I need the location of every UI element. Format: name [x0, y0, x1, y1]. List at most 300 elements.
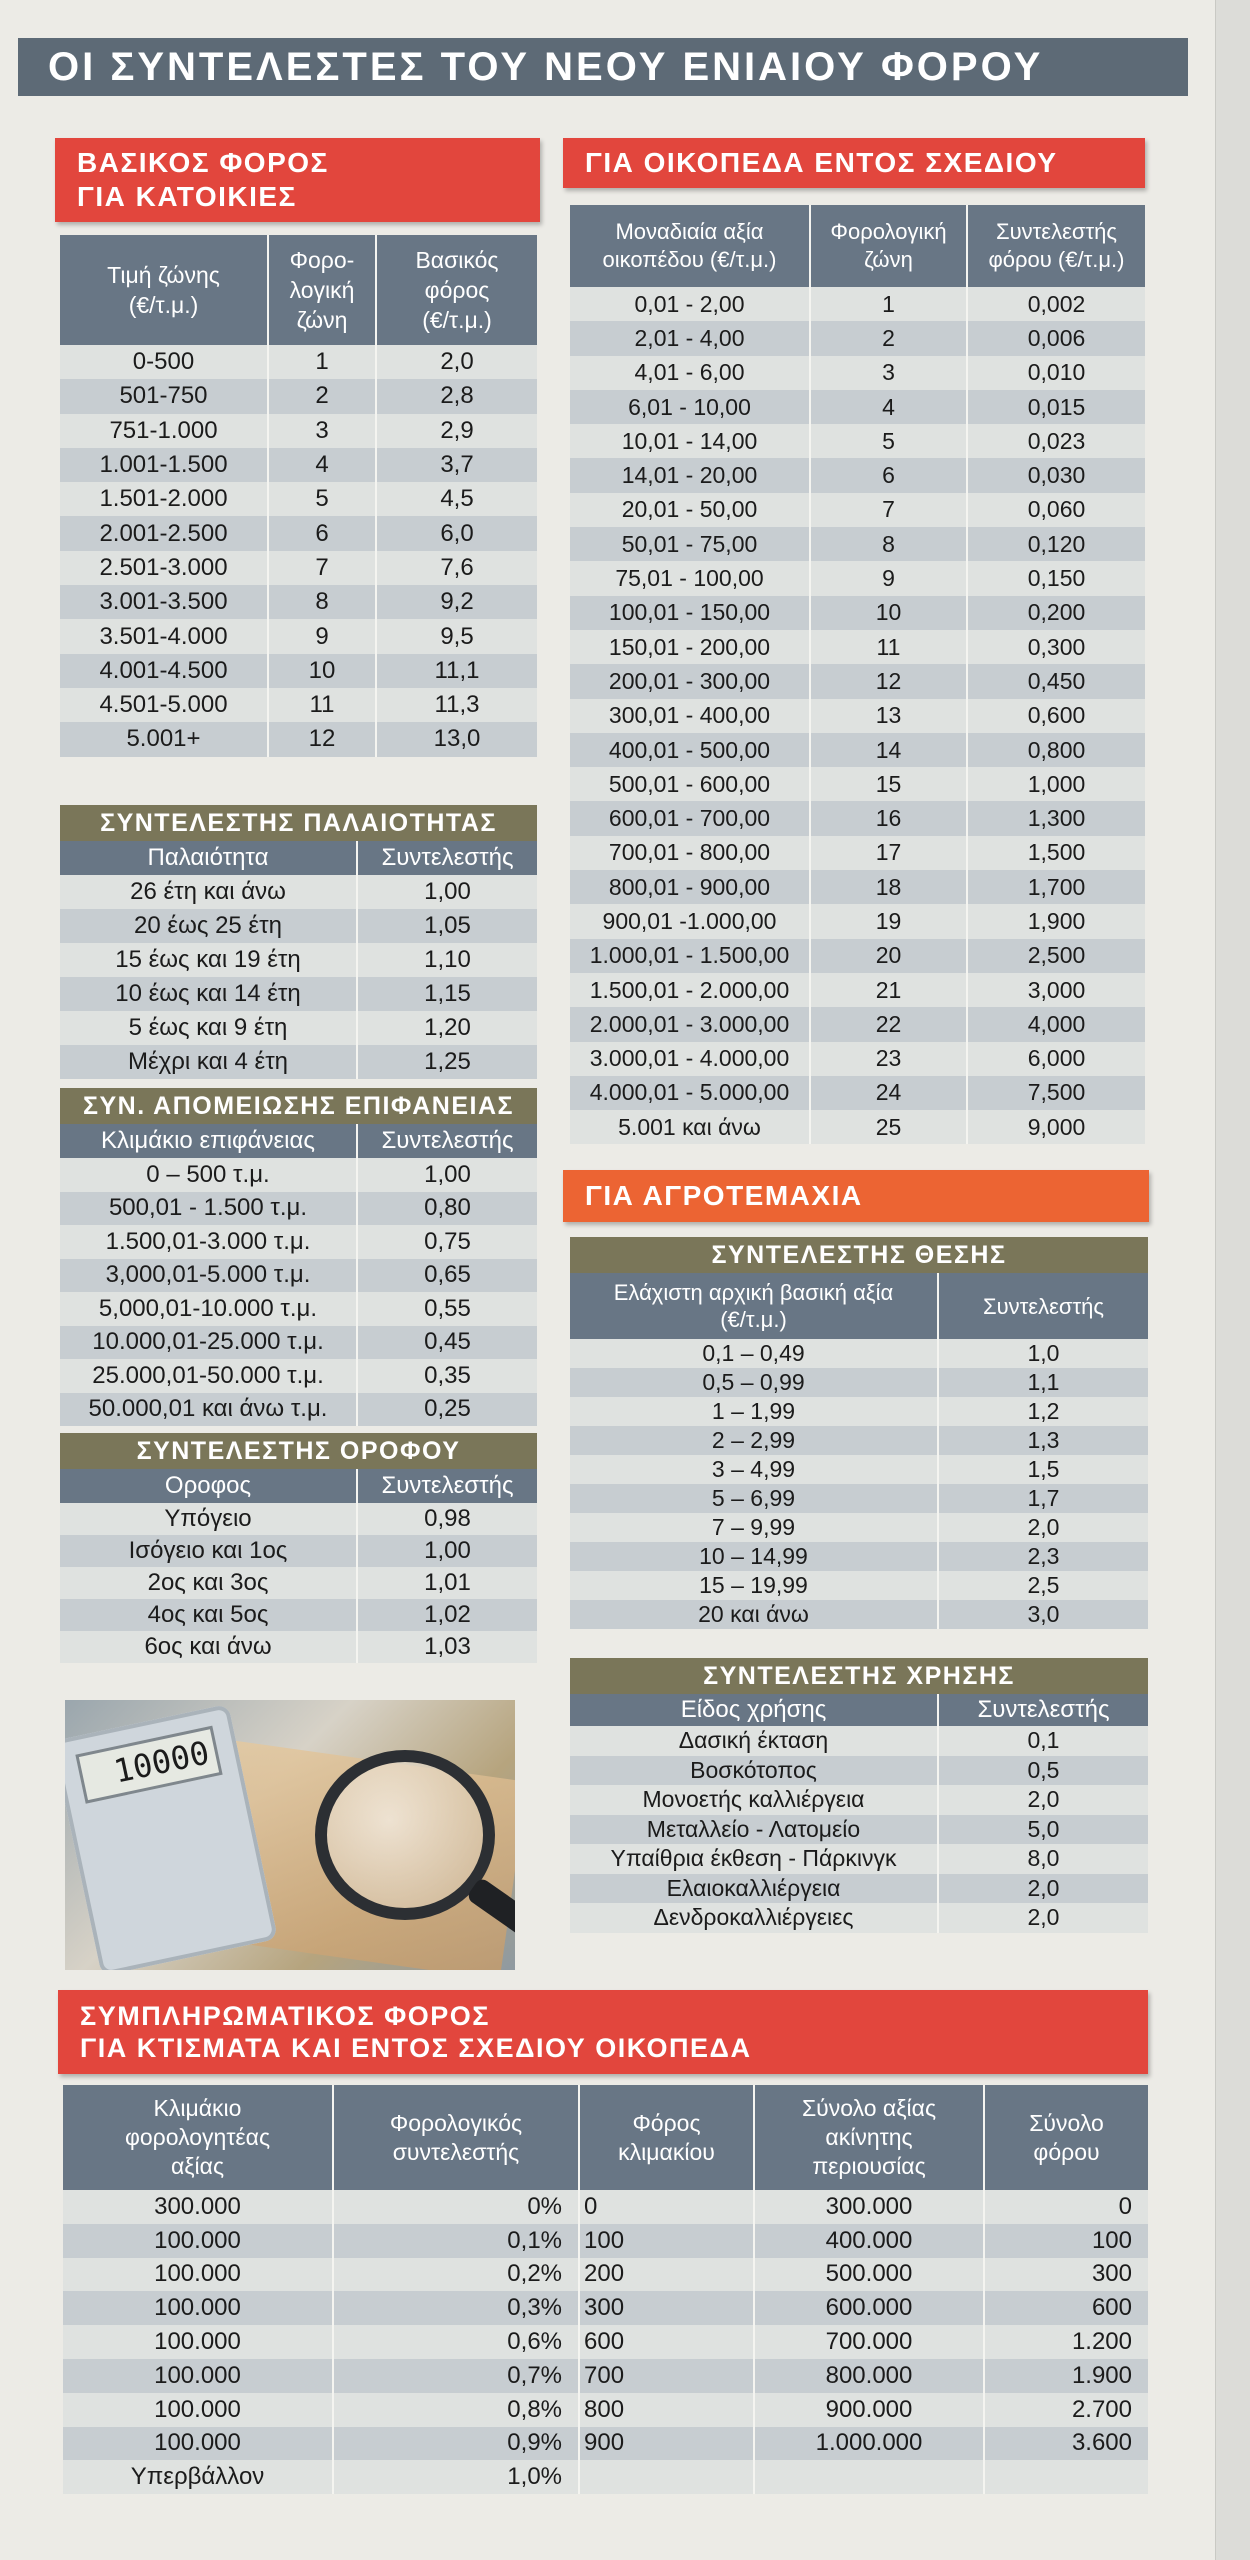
table-row: [60, 1599, 537, 1631]
table-row: [570, 870, 1145, 904]
column-header-line: Φόρος: [632, 2109, 701, 2136]
table-row: [60, 1158, 537, 1192]
column-header-line: ζώνη: [864, 247, 913, 272]
basic-tax-heading-line2: ΓΙΑ ΚΑΤΟΙΚΙΕΣ: [77, 181, 297, 212]
table-row: [570, 664, 1145, 698]
table-cell: 751-1.000: [60, 414, 268, 448]
supplementary-tax-table: [63, 2085, 1148, 2494]
column-header-line: Βασικός: [415, 247, 499, 273]
table-cell: 0-500: [60, 345, 268, 379]
table-cell: 0,8%: [333, 2393, 579, 2427]
table-row: [60, 977, 537, 1011]
table-cell: 9,5: [376, 619, 537, 653]
page-edge: [1215, 0, 1250, 2560]
table-cell: 10: [810, 596, 967, 630]
table-row: [60, 1326, 537, 1360]
column-header-line: φόρος: [424, 277, 490, 303]
table-cell: [984, 2460, 1148, 2494]
table-cell: 14: [810, 733, 967, 767]
table-row: [63, 2393, 1148, 2427]
table-cell: 2.700: [984, 2393, 1148, 2427]
table-row: [570, 424, 1145, 458]
table-cell: 1,10: [357, 943, 537, 977]
table-cell: 3,000,01-5.000 τ.μ.: [60, 1259, 357, 1293]
table-cell: 0,030: [967, 458, 1145, 492]
table-cell: 0,300: [967, 630, 1145, 664]
column-header: [810, 205, 967, 287]
table-cell: 14,01 - 20,00: [570, 458, 810, 492]
table-cell: 500,01 - 1.500 τ.μ.: [60, 1192, 357, 1226]
table-cell: 10: [268, 654, 376, 688]
table-row: [570, 321, 1145, 355]
table-row: [570, 1042, 1145, 1076]
table-cell: 1.001-1.500: [60, 448, 268, 482]
column-header-line: Συντελεστής: [995, 219, 1118, 244]
table-cell: 1,02: [357, 1599, 537, 1631]
table-cell: 1,3: [938, 1426, 1148, 1455]
column-header-line: ζώνη: [296, 307, 348, 333]
header-row: [570, 1694, 1148, 1726]
table-cell: 2,3: [938, 1542, 1148, 1571]
table-cell: 0,450: [967, 664, 1145, 698]
column-header-line: φόρου: [1033, 2138, 1100, 2165]
basic-tax-heading-line1: ΒΑΣΙΚΟΣ ΦΟΡΟΣ: [77, 147, 329, 178]
table-cell: 0,75: [357, 1225, 537, 1259]
table-row: [570, 1542, 1148, 1571]
table-cell: 23: [810, 1042, 967, 1076]
table-cell: Υπόγειο: [60, 1503, 357, 1535]
table-cell: 0,5 – 0,99: [570, 1368, 938, 1397]
table-cell: 4,5: [376, 482, 537, 516]
column-header: Παλαιότητα: [60, 841, 357, 875]
plots-table: [570, 205, 1145, 1144]
table-cell: 0,5: [938, 1756, 1148, 1786]
table-cell: 0,25: [357, 1393, 537, 1427]
table-cell: 5 έως και 9 έτη: [60, 1011, 357, 1045]
table-row: [570, 1844, 1148, 1874]
table-cell: 11: [810, 630, 967, 664]
table-row: [570, 904, 1145, 938]
table-cell: 25.000,01-50.000 τ.μ.: [60, 1359, 357, 1393]
table-cell: 18: [810, 870, 967, 904]
table-cell: Βοσκότοπος: [570, 1756, 938, 1786]
table-row: [570, 733, 1145, 767]
table-row: [60, 345, 537, 379]
column-header-line: (€/τ.μ.): [720, 1307, 787, 1332]
floor-factor-table: [60, 1433, 537, 1663]
table-cell: 1,15: [357, 977, 537, 1011]
table-cell: 4.000,01 - 5.000,00: [570, 1076, 810, 1110]
column-header-line: (€/τ.μ.): [422, 307, 492, 333]
table-row: [570, 1076, 1145, 1110]
table-cell: 9: [810, 561, 967, 595]
table-cell: Ισόγειο και 1ος: [60, 1535, 357, 1567]
table-cell: 1,20: [357, 1011, 537, 1045]
table-cell: 4: [268, 448, 376, 482]
table-cell: 7: [810, 493, 967, 527]
table-cell: 300.000: [754, 2190, 984, 2224]
table-cell: 2,0: [938, 1874, 1148, 1904]
table-cell: 800,01 - 900,00: [570, 870, 810, 904]
table-cell: 0,060: [967, 493, 1145, 527]
table-row: [570, 1600, 1148, 1629]
table-cell: Υπαίθρια έκθεση - Πάρκινγκ: [570, 1844, 938, 1874]
table-cell: 9,2: [376, 585, 537, 619]
table-cell: 17: [810, 836, 967, 870]
supplementary-heading-line1: ΣΥΜΠΛΗΡΩΜΑΤΙΚΟΣ ΦΟΡΟΣ: [80, 2001, 490, 2031]
table-row: [570, 699, 1145, 733]
table-row: [60, 1011, 537, 1045]
basic-tax-table: [60, 235, 537, 757]
table-cell: Υπερβάλλον: [63, 2460, 333, 2494]
table-cell: 0,150: [967, 561, 1145, 595]
table-cell: 100.000: [63, 2258, 333, 2292]
table-cell: 2 – 2,99: [570, 1426, 938, 1455]
table-cell: 1.500,01 - 2.000,00: [570, 973, 810, 1007]
table-row: [60, 1292, 537, 1326]
agricultural-heading: [563, 1170, 1149, 1222]
table-cell: 3.501-4.000: [60, 619, 268, 653]
table-cell: 1,00: [357, 1535, 537, 1567]
table-row: [570, 356, 1145, 390]
table-cell: 9,000: [967, 1110, 1145, 1144]
table-row: [60, 1393, 537, 1427]
table-cell: 100.000: [63, 2427, 333, 2461]
table-title-row: [60, 1088, 537, 1124]
table-cell: 700: [579, 2359, 754, 2393]
table-cell: 20: [810, 939, 967, 973]
table-cell: 7,6: [376, 551, 537, 585]
basic-tax-heading: [55, 138, 540, 222]
table-cell: 1: [810, 287, 967, 321]
table-cell: 2.001-2.500: [60, 516, 268, 550]
table-cell: 13,0: [376, 722, 537, 756]
table-row: [570, 1339, 1148, 1368]
column-header: [63, 2085, 333, 2190]
table-row: [60, 875, 537, 909]
table-cell: 8: [810, 527, 967, 561]
column-header: [570, 205, 810, 287]
table-cell: 1.000,01 - 1.500,00: [570, 939, 810, 973]
column-header-line: (€/τ.μ.): [128, 292, 199, 318]
column-header: Κλιμάκιο επιφάνειας: [60, 1124, 357, 1158]
position-factor-table: [570, 1237, 1148, 1629]
table-cell: 100.000: [63, 2325, 333, 2359]
table-cell: 2,500: [967, 939, 1145, 973]
table-row: [570, 1815, 1148, 1845]
table-cell: 100: [984, 2224, 1148, 2258]
table-cell: 24: [810, 1076, 967, 1110]
table-cell: 400.000: [754, 2224, 984, 2258]
table-cell: 0,6%: [333, 2325, 579, 2359]
column-header: [333, 2085, 579, 2190]
table-row: [570, 630, 1145, 664]
table-cell: 0,98: [357, 1503, 537, 1535]
table-cell: 100,01 - 150,00: [570, 596, 810, 630]
table-row: [60, 1359, 537, 1393]
table-row: [570, 1455, 1148, 1484]
table-title-row: [60, 805, 537, 841]
column-header: Είδος χρήσης: [570, 1694, 938, 1726]
table-cell: 1: [268, 345, 376, 379]
table-row: [60, 414, 537, 448]
column-header-line: αξίας: [170, 2153, 225, 2179]
table-row: [60, 909, 537, 943]
header-row: [60, 1469, 537, 1503]
table-row: [570, 458, 1145, 492]
header-row: [60, 1124, 537, 1158]
table-cell: 0,65: [357, 1259, 537, 1293]
table-cell: 3: [810, 356, 967, 390]
column-header: Συντελεστής: [357, 1124, 537, 1158]
use-factor-table: [570, 1658, 1148, 1933]
table-cell: 10 έως και 14 έτη: [60, 977, 357, 1011]
table-row: [570, 596, 1145, 630]
table-cell: 0,1 – 0,49: [570, 1339, 938, 1368]
table-title: ΣΥΝΤΕΛΕΣΤΗΣ ΠΑΛΑΙΟΤΗΤΑΣ: [60, 805, 537, 841]
table-row: [570, 1426, 1148, 1455]
table-row: [570, 939, 1145, 973]
table-cell: 5.001 και άνω: [570, 1110, 810, 1144]
column-header: [938, 1273, 1148, 1339]
table-cell: Μεταλλείο - Λατομείο: [570, 1815, 938, 1845]
table-row: [570, 1007, 1145, 1041]
table-cell: 5 – 6,99: [570, 1484, 938, 1513]
table-row: [570, 1785, 1148, 1815]
table-cell: 13: [810, 699, 967, 733]
table-row: [63, 2224, 1148, 2258]
table-cell: 100.000: [63, 2393, 333, 2427]
column-header-line: λογική: [289, 277, 355, 303]
table-cell: 6,01 - 10,00: [570, 390, 810, 424]
table-cell: 5,000,01-10.000 τ.μ.: [60, 1292, 357, 1326]
table-cell: 300: [579, 2291, 754, 2325]
table-cell: 0,2%: [333, 2258, 579, 2292]
table-cell: 3 – 4,99: [570, 1455, 938, 1484]
column-header-line: κλιμακίου: [618, 2138, 715, 2165]
table-row: [60, 1259, 537, 1293]
table-title: ΣΥΝΤΕΛΕΣΤΗΣ ΟΡΟΦΟΥ: [60, 1433, 537, 1469]
table-cell: 1,700: [967, 870, 1145, 904]
table-cell: [579, 2460, 754, 2494]
column-header-line: Ελάχιστη αρχική βασική αξία: [613, 1280, 894, 1305]
column-header-line: Κλιμάκιο: [153, 2095, 242, 2121]
age-factor-table: [60, 805, 537, 1079]
table-cell: 300,01 - 400,00: [570, 699, 810, 733]
column-header: [579, 2085, 754, 2190]
header-row: [63, 2085, 1148, 2190]
table-row: [570, 287, 1145, 321]
table-row: [60, 1503, 537, 1535]
table-cell: 1,00: [357, 875, 537, 909]
table-cell: 2,0: [938, 1513, 1148, 1542]
table-title-row: [570, 1658, 1148, 1694]
table-cell: 300: [984, 2258, 1148, 2292]
table-row: [570, 973, 1145, 1007]
table-row: [60, 943, 537, 977]
table-cell: 0,1: [938, 1726, 1148, 1756]
table-row: [60, 551, 537, 585]
table-cell: 2,9: [376, 414, 537, 448]
table-cell: 1,0%: [333, 2460, 579, 2494]
table-cell: Μέχρι και 4 έτη: [60, 1045, 357, 1079]
column-header: Συντελεστής: [357, 1469, 537, 1503]
table-row: [570, 1484, 1148, 1513]
table-cell: 50,01 - 75,00: [570, 527, 810, 561]
table-cell: 1,000: [967, 767, 1145, 801]
table-cell: 0,80: [357, 1192, 537, 1226]
column-header: Συντελεστής: [357, 841, 537, 875]
table-row: [570, 1903, 1148, 1933]
table-cell: 20,01 - 50,00: [570, 493, 810, 527]
table-cell: 700,01 - 800,00: [570, 836, 810, 870]
table-cell: 0: [579, 2190, 754, 2224]
table-cell: 501-750: [60, 379, 268, 413]
column-header-line: ακίνητης: [825, 2124, 913, 2150]
header-row: [570, 1273, 1148, 1339]
table-cell: 600.000: [754, 2291, 984, 2325]
table-row: [63, 2460, 1148, 2494]
table-cell: 21: [810, 973, 967, 1007]
table-cell: 2,0: [938, 1785, 1148, 1815]
table-cell: 11,1: [376, 654, 537, 688]
table-row: [60, 1045, 537, 1079]
table-row: [60, 722, 537, 756]
table-row: [60, 585, 537, 619]
table-cell: 5: [268, 482, 376, 516]
table-cell: 300.000: [63, 2190, 333, 2224]
column-header-line: Μοναδιαία αξία: [615, 219, 764, 244]
table-cell: 0,600: [967, 699, 1145, 733]
table-cell: 11: [268, 688, 376, 722]
table-cell: 400,01 - 500,00: [570, 733, 810, 767]
table-row: [570, 1513, 1148, 1542]
table-cell: 5,0: [938, 1815, 1148, 1845]
table-cell: 0,002: [967, 287, 1145, 321]
table-row: [570, 836, 1145, 870]
table-cell: 1,00: [357, 1158, 537, 1192]
table-title: ΣΥΝΤΕΛΕΣΤΗΣ ΘΕΣΗΣ: [570, 1237, 1148, 1273]
column-header-line: περιουσίας: [812, 2153, 926, 2179]
table-row: [63, 2190, 1148, 2224]
column-header-line: Σύνολο: [1029, 2109, 1104, 2136]
table-cell: 1,300: [967, 801, 1145, 835]
table-cell: 2,01 - 4,00: [570, 321, 810, 355]
table-title: ΣΥΝΤΕΛΕΣΤΗΣ ΧΡΗΣΗΣ: [570, 1658, 1148, 1694]
table-cell: 0,120: [967, 527, 1145, 561]
table-cell: Δασική έκταση: [570, 1726, 938, 1756]
page-title: ΟΙ ΣΥΝΤΕΛΕΣΤΕΣ ΤΟΥ ΝΕΟΥ ΕΝΙΑΙΟΥ ΦΟΡΟΥ: [18, 38, 1188, 96]
column-header: [268, 235, 376, 345]
table-row: [60, 448, 537, 482]
table-row: [63, 2427, 1148, 2461]
table-cell: 1,05: [357, 909, 537, 943]
table-cell: 1,7: [938, 1484, 1148, 1513]
table-cell: 4.501-5.000: [60, 688, 268, 722]
table-cell: 500,01 - 600,00: [570, 767, 810, 801]
table-cell: 3,7: [376, 448, 537, 482]
table-cell: 100.000: [63, 2359, 333, 2393]
table-cell: 19: [810, 904, 967, 938]
calculator-magnifier-photo: [65, 1700, 515, 1970]
table-cell: 2: [810, 321, 967, 355]
table-cell: 20 έως 25 έτη: [60, 909, 357, 943]
table-cell: 0,55: [357, 1292, 537, 1326]
table-cell: 3,000: [967, 973, 1145, 1007]
table-row: [570, 493, 1145, 527]
table-cell: 3.000,01 - 4.000,00: [570, 1042, 810, 1076]
table-cell: 7 – 9,99: [570, 1513, 938, 1542]
header-row: [60, 841, 537, 875]
table-cell: 10,01 - 14,00: [570, 424, 810, 458]
column-header: [60, 235, 268, 345]
table-cell: 0,006: [967, 321, 1145, 355]
table-cell: 1,1: [938, 1368, 1148, 1397]
table-cell: 900.000: [754, 2393, 984, 2427]
table-cell: 5: [810, 424, 967, 458]
table-row: [570, 1726, 1148, 1756]
table-cell: 50.000,01 και άνω τ.μ.: [60, 1393, 357, 1427]
column-header-line: συντελεστής: [392, 2138, 520, 2165]
header-row: [60, 235, 537, 345]
table-cell: 4ος και 5ος: [60, 1599, 357, 1631]
table-cell: 20 και άνω: [570, 1600, 938, 1629]
table-cell: 3: [268, 414, 376, 448]
column-header: [570, 1273, 938, 1339]
plots-heading-text: ΓΙΑ ΟΙΚΟΠΕΔΑ ΕΝΤΟΣ ΣΧΕΔΙΟΥ: [585, 147, 1058, 178]
table-cell: 1,900: [967, 904, 1145, 938]
table-cell: 0,01 - 2,00: [570, 287, 810, 321]
area-factor-table: [60, 1088, 537, 1426]
column-header-line: φορολογητέας: [124, 2124, 271, 2150]
table-cell: 900: [579, 2427, 754, 2461]
column-header-line: Φορο-: [289, 247, 355, 273]
table-row: [60, 482, 537, 516]
table-cell: 11,3: [376, 688, 537, 722]
table-cell: 1.000.000: [754, 2427, 984, 2461]
table-cell: 6: [268, 516, 376, 550]
table-row: [60, 1192, 537, 1226]
table-cell: 0,015: [967, 390, 1145, 424]
table-cell: 6,0: [376, 516, 537, 550]
table-cell: 2: [268, 379, 376, 413]
table-row: [570, 527, 1145, 561]
table-cell: 2.501-3.000: [60, 551, 268, 585]
table-cell: 0: [984, 2190, 1148, 2224]
column-header: Συντελεστής: [938, 1694, 1148, 1726]
column-header-line: Φορολογικός: [389, 2109, 523, 2136]
table-cell: 15 έως και 19 έτη: [60, 943, 357, 977]
table-cell: Μονοετής καλλιέργεια: [570, 1785, 938, 1815]
table-row: [570, 1368, 1148, 1397]
table-cell: 2,0: [376, 345, 537, 379]
table-row: [60, 516, 537, 550]
column-header: [984, 2085, 1148, 2190]
column-header-line: Σύνολο αξίας: [801, 2095, 937, 2121]
table-cell: 6: [810, 458, 967, 492]
table-cell: 1,2: [938, 1397, 1148, 1426]
table-cell: 0,200: [967, 596, 1145, 630]
table-cell: 1,0: [938, 1339, 1148, 1368]
table-cell: 9: [268, 619, 376, 653]
table-cell: 22: [810, 1007, 967, 1041]
column-header: [754, 2085, 984, 2190]
column-header-line: Τιμή ζώνης: [107, 262, 220, 288]
table-cell: 15 – 19,99: [570, 1571, 938, 1600]
table-cell: 0,35: [357, 1359, 537, 1393]
column-header: [376, 235, 537, 345]
table-cell: 1.500,01-3.000 τ.μ.: [60, 1225, 357, 1259]
